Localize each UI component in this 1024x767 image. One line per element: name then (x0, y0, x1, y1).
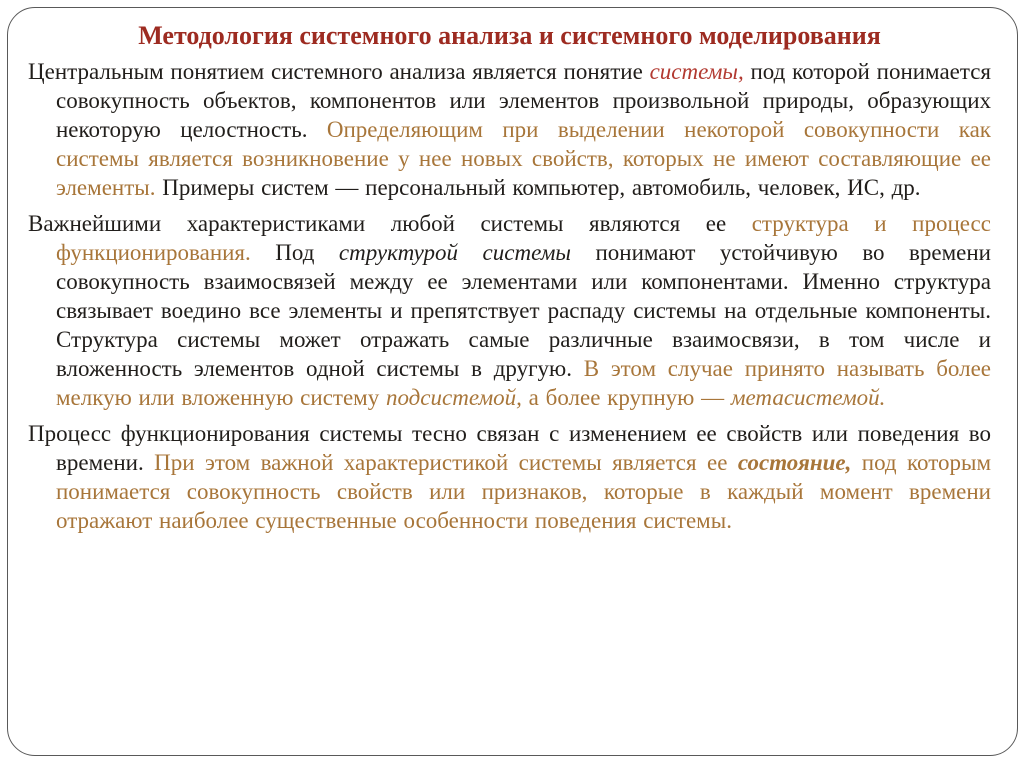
text-run: В этом случае принято называть более мелкую или вложенную систему (56, 356, 991, 410)
text-run: под которой понимается совокупность объектов, компонентов или элементов произвольной природы, образующих некоторую целостность. (56, 59, 991, 142)
paragraph (28, 419, 991, 535)
paragraph (28, 209, 991, 412)
text-run: состояние, (737, 450, 852, 475)
text-run: Примеры систем — персональный компьютер, автомобиль, человек, ИС, др. (162, 175, 921, 200)
slide-title: Методология системного анализа и системного моделирования (138, 21, 881, 50)
slide-frame (7, 7, 1018, 756)
text-run: Процесс функционирования системы тесно связан с изменением ее свойств или поведения во времени. (28, 421, 991, 475)
text-run: понимают устойчивую во времени совокупность взаимосвязей между ее элементами или компонентами. Именно структура связывает воедино все элементы и препятствует распаду системы на отдельные компоненты. Структура системы может отражать самые различные взаимосвязи, в том числе и вложенность элементов одной системы в другую. (56, 240, 991, 381)
text-run: подсистемой, (385, 385, 522, 410)
text-run: Под (275, 240, 339, 265)
text-run: структурой системы (338, 240, 571, 265)
text-run: системы, (649, 59, 744, 84)
text-run: Центральным понятием системного анализа является понятие (28, 59, 650, 84)
text-run: структура и процесс функционирования. (56, 211, 991, 265)
slide-body (28, 57, 991, 535)
paragraph (28, 57, 991, 202)
text-run: При этом важной характеристикой системы является ее (154, 450, 738, 475)
text-run: метасистемой. (730, 385, 886, 410)
text-run: Важнейшими характеристиками любой системы являются ее (28, 211, 752, 236)
text-run: Определяющим при выделении некоторой совокупности как системы является возникновение у нее новых свойств, которых не имеют составляющие ее элементы. (56, 117, 991, 200)
text-run: под которым понимается совокупность свойств или признаков, которые в каждый момент времени отражают наиболее существенные особенности поведения системы. (56, 450, 992, 533)
text-run: а более крупную — (521, 385, 731, 410)
